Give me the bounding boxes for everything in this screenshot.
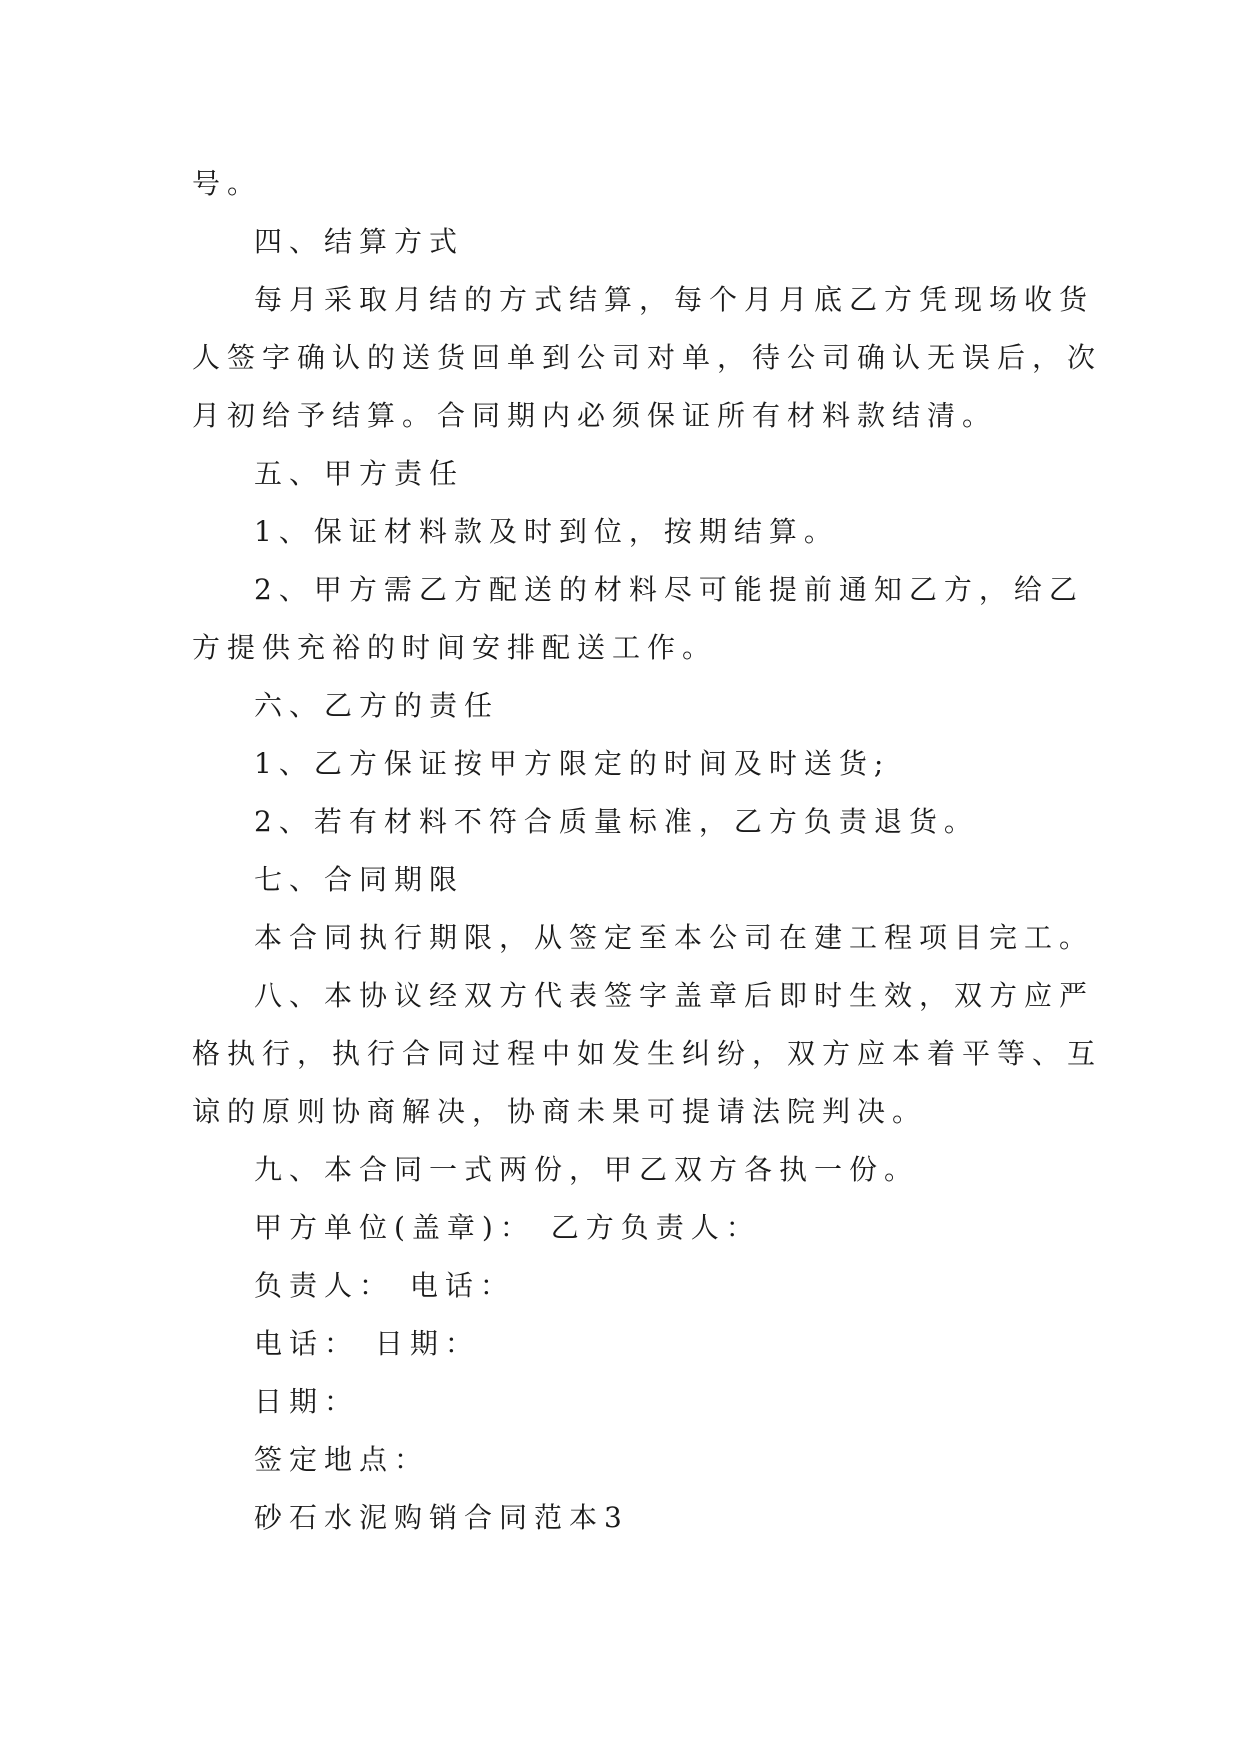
- document-title: 砂石水泥购销合同范本3: [254, 1501, 629, 1534]
- text-line: 月初给予结算。合同期内必须保证所有材料款结清。: [192, 399, 998, 432]
- section-heading: 四、结算方式: [254, 225, 465, 258]
- text-line: 每月采取月结的方式结算，每个月月底乙方凭现场收货: [254, 283, 1095, 316]
- text-line: 谅的原则协商解决，协商未果可提请法院判决。: [192, 1095, 928, 1128]
- text-line: 本合同执行期限，从签定至本公司在建工程项目完工。: [254, 921, 1095, 954]
- text-line: 人签字确认的送货回单到公司对单，待公司确认无误后，次: [192, 341, 1103, 374]
- signature-line: 电话： 日期：: [254, 1327, 480, 1360]
- text-line: 格执行，执行合同过程中如发生纠纷，双方应本着平等、互: [192, 1037, 1103, 1070]
- text-line: 2、若有材料不符合质量标准，乙方负责退货。: [254, 805, 979, 838]
- section-heading: 六、乙方的责任: [254, 689, 500, 722]
- text-line: 2、甲方需乙方配送的材料尽可能提前通知乙方，给乙: [254, 573, 1084, 606]
- signature-line: 日期：: [254, 1385, 360, 1418]
- text-line: 1、保证材料款及时到位，按期结算。: [254, 515, 839, 548]
- section-heading: 五、甲方责任: [254, 457, 465, 490]
- text-line: 号。: [192, 167, 263, 200]
- text-line: 九、本合同一式两份，甲乙双方各执一份。: [254, 1153, 920, 1186]
- text-line: 方提供充裕的时间安排配送工作。: [192, 631, 718, 664]
- signature-line: 负责人： 电话：: [254, 1269, 515, 1302]
- section-heading: 七、合同期限: [254, 863, 465, 896]
- signature-line: 签定地点：: [254, 1443, 430, 1476]
- signature-line: 甲方单位(盖章)： 乙方负责人：: [254, 1211, 761, 1244]
- text-line: 1、乙方保证按甲方限定的时间及时送货;: [254, 747, 891, 780]
- text-line: 八、本协议经双方代表签字盖章后即时生效，双方应严: [254, 979, 1095, 1012]
